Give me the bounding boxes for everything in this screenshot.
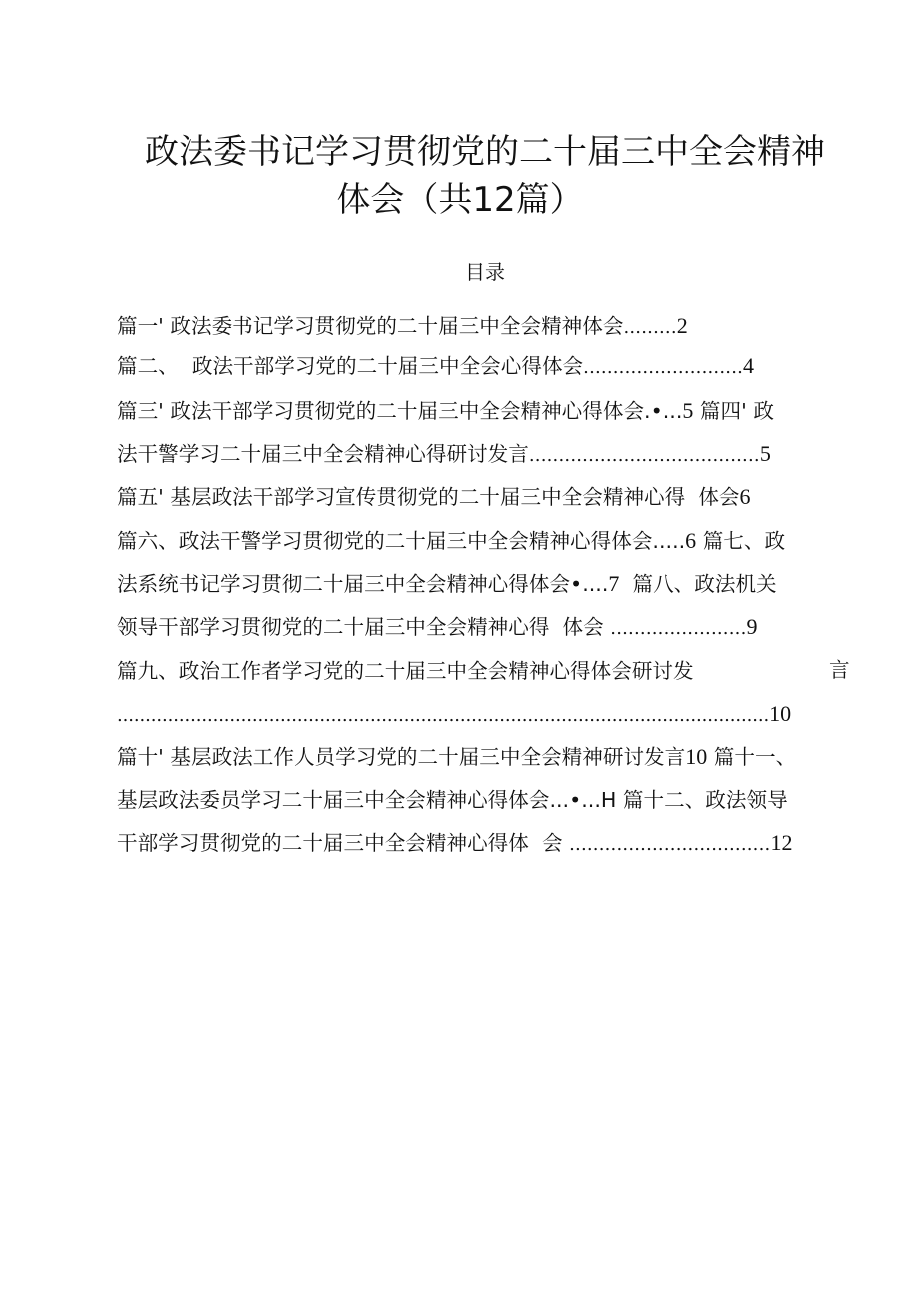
toc-line[interactable] — [117, 315, 862, 337]
toc-continued-entry: 篇七、政 — [696, 529, 786, 553]
toc-line[interactable] — [117, 703, 862, 725]
toc-continued-entry: 篇八、政法机关 — [619, 572, 777, 596]
toc-page-number: 4 — [743, 353, 755, 378]
document-title-line-1: 政法委书记学习贯彻党的二十届三中全会精神 — [145, 132, 825, 172]
toc-line[interactable] — [117, 443, 862, 465]
toc-entry-text-end: 言 — [829, 658, 850, 682]
toc-leader-dots: ........................... — [583, 357, 744, 378]
toc-page-number: 5 — [682, 398, 694, 423]
toc-page-number: 5 — [759, 441, 771, 466]
toc-entry-text: 篇三' 政法干部学习贯彻党的二十届三中全会精神心得体会.•... — [117, 399, 683, 423]
toc-page-number: 9 — [746, 614, 758, 639]
toc-page-number: 6 — [685, 528, 697, 553]
toc-line[interactable] — [117, 486, 862, 508]
document-title-line-2: 体会（共12篇） — [336, 180, 584, 220]
toc-entry-text: 基层政法委员学习二十届三中全会精神心得体会...•...H 篇十二、政法领导 — [117, 788, 788, 812]
toc-entry-text: 干部学习贯彻党的二十届三中全会精神心得体 会 — [117, 831, 570, 855]
toc-line[interactable] — [117, 616, 862, 638]
toc-line[interactable] — [117, 832, 862, 854]
toc-page-number: 2 — [676, 313, 688, 338]
toc-entry-text: 篇一' 政法委书记学习贯彻党的二十届三中全会精神体会 — [117, 314, 624, 338]
toc-page-number: 12 — [770, 830, 793, 855]
toc-continued-entry: 篇四' 政 — [693, 399, 774, 423]
toc-entry-text: 篇十' 基层政法工作人员学习党的二十届三中全会精神研讨发言 — [117, 745, 686, 769]
toc-entry-text: 领导干部学习贯彻党的二十届三中全会精神心得 体会 — [117, 615, 611, 639]
toc-leader-dots: ....................... — [610, 618, 747, 639]
toc-page-number: 10 — [685, 744, 708, 769]
toc-entry-text: 法系统书记学习贯彻二十届三中全会精神心得体会•.... — [117, 572, 609, 596]
toc-entry-text: 法干警学习二十届三中全会精神心得研讨发言 — [117, 442, 529, 466]
toc-leader-dots: .................................................................................................................... — [117, 705, 770, 726]
toc-page-number: 7 — [608, 571, 620, 596]
toc-line[interactable] — [117, 573, 862, 595]
toc-leader-dots: ....................................... — [528, 445, 760, 466]
toc-line[interactable] — [117, 660, 862, 682]
toc-leader-dots: .................................. — [569, 834, 771, 855]
toc-continued-entry: 篇十一、 — [707, 745, 797, 769]
toc-line[interactable] — [117, 355, 862, 377]
toc-entry-text: 篇九、政治工作者学习党的二十届三中全会精神心得体会研讨发 — [117, 659, 694, 683]
toc-entry-text: 篇二、 政法干部学习党的二十届三中全会心得体会 — [117, 354, 584, 378]
toc-entry-text: 篇五' 基层政法干部学习宣传贯彻党的二十届三中全会精神心得 体会 — [117, 485, 740, 509]
toc-line[interactable] — [117, 400, 862, 422]
toc-heading: 目录 — [465, 260, 505, 284]
toc-page-number: 10 — [769, 701, 792, 726]
toc-entry-text: 篇六、政法干警学习贯彻党的二十届三中全会精神心得体会..... — [117, 529, 686, 553]
toc-leader-dots: ......... — [623, 317, 677, 338]
toc-line[interactable] — [117, 530, 862, 552]
toc-page-number: 6 — [739, 484, 751, 509]
toc-line[interactable] — [117, 789, 862, 811]
toc-line[interactable] — [117, 746, 862, 768]
